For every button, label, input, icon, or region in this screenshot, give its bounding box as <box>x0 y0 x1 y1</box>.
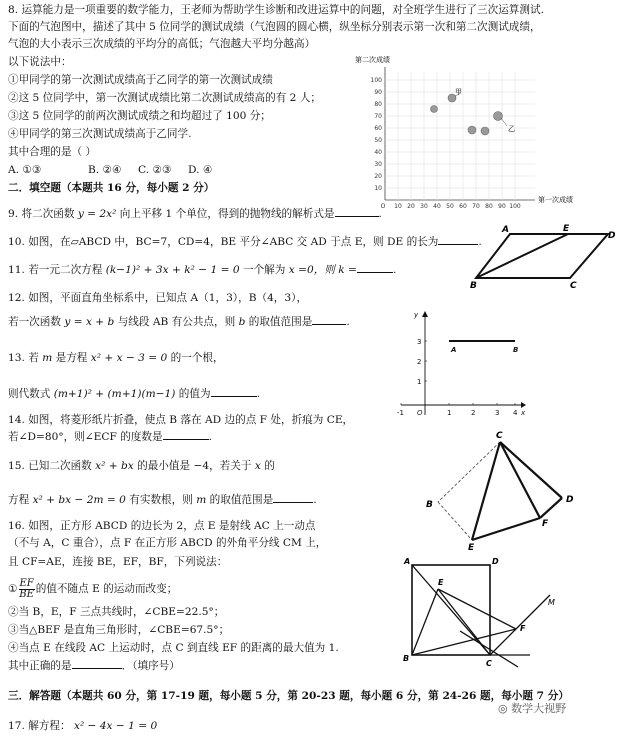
q16-s1-text: 的值不随点 E 的运动而改变； <box>35 583 178 595</box>
para-label-d: D <box>608 231 615 241</box>
q13-line2: 则代数式 (m+1)² + (m+1)(m−1) 的值为 . <box>8 388 260 400</box>
bubble-ytick: 80 <box>374 101 382 108</box>
bubble-xtick: 80 <box>485 203 493 210</box>
q8-intro: 以下说法中： <box>8 56 72 68</box>
q14-text-b: 若∠D=80°，则∠ECF 的度数是 <box>8 431 163 443</box>
section-3-title: 三．解答题（本题共 60 分，第 17-19 题，每小题 5 分，第 20-23 题，每小题 6 分，第 24-26 题，每小题 7 分） <box>8 690 569 702</box>
bubble-ytick: 60 <box>374 125 382 132</box>
q16-statement-2: ②当 B，E，F 三点共线时，∠CBE=22.5°； <box>8 606 225 618</box>
bubble-ytick: 10 <box>374 185 382 192</box>
q12-line1: 12. 如图，平面直角坐标系中，已知点 A（1，3），B（4，3）， <box>8 292 308 304</box>
rhombus-label-e: E <box>468 543 475 553</box>
wechat-icon: ◎ <box>498 702 512 715</box>
q16-statement-4: ④当点 E 在线段 AC 上运动时，点 C 到直线 EF 的距离的最大值为 1. <box>8 642 339 654</box>
q8-statement-2: ②这 5 位同学中，第一次测试成绩比第二次测试成绩高的有 2 人； <box>8 92 321 104</box>
q10-text: 10. 如图，在▱ABCD 中，BC=7，CD=4，BE 平分∠ABC 交 AD 于点 E，则 DE 的长为 <box>8 236 439 248</box>
q8-option-b: B. ②④ <box>88 164 122 176</box>
q13-text-a: 13. 若 <box>8 352 39 364</box>
watermark-text: 数学大视野 <box>511 702 567 715</box>
q9-function: y = 2x² <box>77 208 117 220</box>
q11-text-b: 一个解为 <box>242 264 286 276</box>
axes-label-a: A <box>451 346 457 354</box>
q13-text-e: 的值为 <box>178 388 211 400</box>
q9-text-a: 9. 将二次函数 <box>8 208 75 220</box>
axes-ytick: 1 <box>417 378 422 386</box>
q8-option-d: D. ④ <box>188 164 213 176</box>
axes-label-b: B <box>513 346 519 354</box>
square-label-a: A <box>404 557 411 566</box>
watermark <box>498 700 566 716</box>
square-label-f: F <box>520 624 526 633</box>
q16-statement-3: ③当△BEF 是直角三角形时，∠CBE=67.5°； <box>8 624 230 636</box>
q17-equation: x² − 4x − 1 = 0 <box>73 720 158 732</box>
q17-text: 17. 解方程： <box>8 720 71 732</box>
q15-text-c: 的 <box>264 460 275 472</box>
q12-var-b: b <box>238 316 246 328</box>
bubble-ytick: 50 <box>374 137 382 144</box>
q16-ask-text-2: ．（填序号） <box>121 660 180 672</box>
axes-xtick: -1 <box>397 409 404 417</box>
para-label-e: E <box>563 224 570 234</box>
q16-fraction <box>19 579 35 600</box>
bubble-xtick: 10 <box>394 203 402 210</box>
q13-line1 <box>8 352 224 365</box>
bubble-ytick: 40 <box>374 149 382 156</box>
bubble-ytick: 20 <box>374 173 382 180</box>
q8-line3: 气泡的大小表示三次成绩的平均分的高低；气泡越大平均分越高） <box>8 38 316 50</box>
bubble-xtick: 90 <box>498 203 506 210</box>
q15-answer-blank <box>273 502 313 503</box>
q12-text-c: 与线段 AB 有公共点，则 <box>117 316 236 328</box>
bubble-ytick: 30 <box>374 161 382 168</box>
rhombus-fold-figure <box>420 428 585 553</box>
square-label-d: D <box>492 557 499 566</box>
bubble-xtick: O <box>380 203 386 210</box>
q16-line2: （不与 A，C 重合），点 F 在正方形 ABCD 的外角平分线 CM 上， <box>8 537 327 549</box>
q11-text-d: k = <box>338 264 357 276</box>
q15-text-a: 15. 已知二次函数 <box>8 460 92 472</box>
q8-statement-3: ③这 5 位同学的前两次测试成绩之和均超过了 100 分； <box>8 110 271 122</box>
q16-answer-blank <box>72 668 122 669</box>
axes-xtick: 4 <box>513 409 518 417</box>
bubble-xtick: 100 <box>509 203 521 210</box>
q8-line1: 8. 运算能力是一项重要的数学能力，王老师为帮助学生诊断和改进运算中的问题，对全班学生进行了三次运算测试. <box>8 4 544 16</box>
q15-var-m: m <box>196 494 207 506</box>
parallelogram-figure <box>470 222 615 290</box>
q14-line1: 14. 如图，将菱形纸片折叠，使点 B 落在 AD 边的点 F 处，折痕为 CE， <box>8 414 354 426</box>
q16-line3: 且 CF=AE，连接 BE，EF，BF，下列说法： <box>8 556 228 568</box>
q16-frac-num: EF <box>19 577 34 589</box>
rhombus-label-f: F <box>542 519 549 529</box>
para-label-b: B <box>470 281 477 290</box>
q9: 9. 将二次函数 y = 2x² 向上平移 1 个单位，得到的抛物线的解析式是 . <box>8 208 382 220</box>
q12-text-b: 若一次函数 <box>8 316 61 328</box>
section-2-title: 二．填空题（本题共 16 分，每小题 2 分） <box>8 182 215 194</box>
q16-s1-circle: ① <box>8 583 18 595</box>
axes-xtick: 2 <box>471 409 476 417</box>
q13-text-d: 则代数式 <box>8 388 51 400</box>
q11-text-a: 11. 若一元二次方程 <box>8 264 103 276</box>
bubble-xtick: 60 <box>459 203 467 210</box>
q9-answer-blank <box>335 216 379 217</box>
bubble-chart <box>345 52 585 212</box>
q15-text-b: 的最小值是 −4，若关于 <box>137 460 252 472</box>
q8-statement-1: ①甲同学的第一次测试成绩高于乙同学的第一次测试成绩 <box>8 74 273 86</box>
q13-answer-blank <box>211 396 257 397</box>
bubble-xlabel: 第一次成绩 <box>538 196 573 204</box>
coordinate-axes-figure <box>395 305 530 420</box>
q16-ask <box>8 660 180 673</box>
bubble-label-jia: 甲 <box>455 88 462 96</box>
axes-xtick: 3 <box>495 409 500 417</box>
q8-option-a: A. ①③ <box>8 164 42 176</box>
axes-label-y: y <box>414 311 419 319</box>
bubble-ytick: 90 <box>374 89 382 96</box>
q13-text-b: 是方程 <box>55 352 88 364</box>
para-label-c: C <box>570 281 577 290</box>
q15-text-e: 有实数根，则 <box>129 494 193 506</box>
q9-text-b: 向上平移 1 个单位，得到的抛物线的解析式是 <box>119 208 335 220</box>
bubble-point <box>481 127 489 135</box>
bubble-ylabel: 第二次成绩 <box>355 56 390 64</box>
square-label-e: E <box>438 578 444 587</box>
q11-equation: (k−1)² + 3x + k² − 1 = 0 <box>105 264 240 276</box>
q8-line2: 下面的气泡图中，描述了其中 5 位同学的测试成绩（气泡圆的圆心横，纵坐标分别表示第一次和第二次测试成绩， <box>8 21 541 33</box>
axes-xtick: 1 <box>447 409 452 417</box>
square-figure <box>400 555 575 673</box>
q8-statement-4: ④甲同学的第三次测试成绩高于乙同学. <box>8 128 192 140</box>
q16-frac-den: BE <box>19 588 34 600</box>
bubble-point <box>468 126 476 134</box>
q15-equation: x² + bx − 2m = 0 <box>32 494 126 506</box>
bubble-ytick: 100 <box>370 77 382 84</box>
square-label-c: C <box>486 659 492 668</box>
q12-text-e: 的取值范围是 <box>248 316 313 328</box>
axes-label-x: x <box>521 409 526 417</box>
q15-text-f: 的取值范围是 <box>209 494 274 506</box>
q13-equation: x² + x − 3 = 0 <box>90 352 168 364</box>
q12-answer-blank <box>312 324 346 325</box>
q12-function: y = x + b <box>64 316 115 328</box>
square-label-b: B <box>403 654 410 663</box>
q17 <box>8 720 157 733</box>
q10: 10. 如图，在▱ABCD 中，BC=7，CD=4，BE 平分∠ABC 交 AD 于点 E，则 DE 的长为 . <box>8 236 482 248</box>
q15-function: x² + bx <box>95 460 134 472</box>
q12-line2: 若一次函数 y = x + b 与线段 AB 有公共点，则 b 的取值范围是 . <box>8 316 350 328</box>
q15-line1 <box>8 460 275 473</box>
q13-text-c: 的一个根， <box>170 352 224 364</box>
bubble-point <box>431 106 438 113</box>
bubble-xtick: 30 <box>420 203 428 210</box>
rhombus-label-c: C <box>496 431 503 441</box>
q14-line2: 若∠D=80°，则∠ECF 的度数是 . <box>8 431 212 443</box>
q15-var-x: x <box>254 460 261 472</box>
bubble-xtick: 70 <box>472 203 480 210</box>
q8-option-c: C. ②③ <box>138 164 172 176</box>
bubble-ytick: 70 <box>374 113 382 120</box>
q14-answer-blank <box>163 439 209 440</box>
q13-var-m: m <box>42 352 53 364</box>
square-label-m: M <box>548 598 555 607</box>
axes-label-o: O <box>417 409 423 417</box>
rhombus-label-d: D <box>566 495 574 505</box>
q11: 11. 若一元二次方程 (k−1)² + 3x + k² − 1 = 0 一个解为 x =0，则 k = . <box>8 264 397 276</box>
rhombus-label-b: B <box>426 500 433 510</box>
bubble-xtick: 50 <box>446 203 454 210</box>
para-label-a: A <box>502 225 509 235</box>
q16-line1: 16. 如图，正方形 ABCD 的边长为 2，点 E 是射线 AC 上一动点 <box>8 520 316 532</box>
axes-ytick: 2 <box>417 358 422 366</box>
q15-line2: 方程 x² + bx − 2m = 0 有实数根，则 m 的取值范围是 . <box>8 494 317 506</box>
bubble-point <box>494 112 503 121</box>
q8-ask: 其中合理的是（ ） <box>8 146 97 158</box>
q16-statement-1 <box>8 578 177 600</box>
q16-ask-text: 其中正确的是 <box>8 660 72 672</box>
q11-answer-blank <box>357 272 393 273</box>
q15-text-d: 方程 <box>8 494 30 506</box>
bubble-xtick: 40 <box>433 203 441 210</box>
q13-expression: (m+1)² + (m+1)(m−1) <box>53 388 176 400</box>
axes-ytick: 3 <box>417 338 422 346</box>
bubble-label-yi: 乙 <box>508 125 515 133</box>
q11-text-c: x =0，则 <box>288 264 335 276</box>
bubble-xtick: 20 <box>407 203 415 210</box>
